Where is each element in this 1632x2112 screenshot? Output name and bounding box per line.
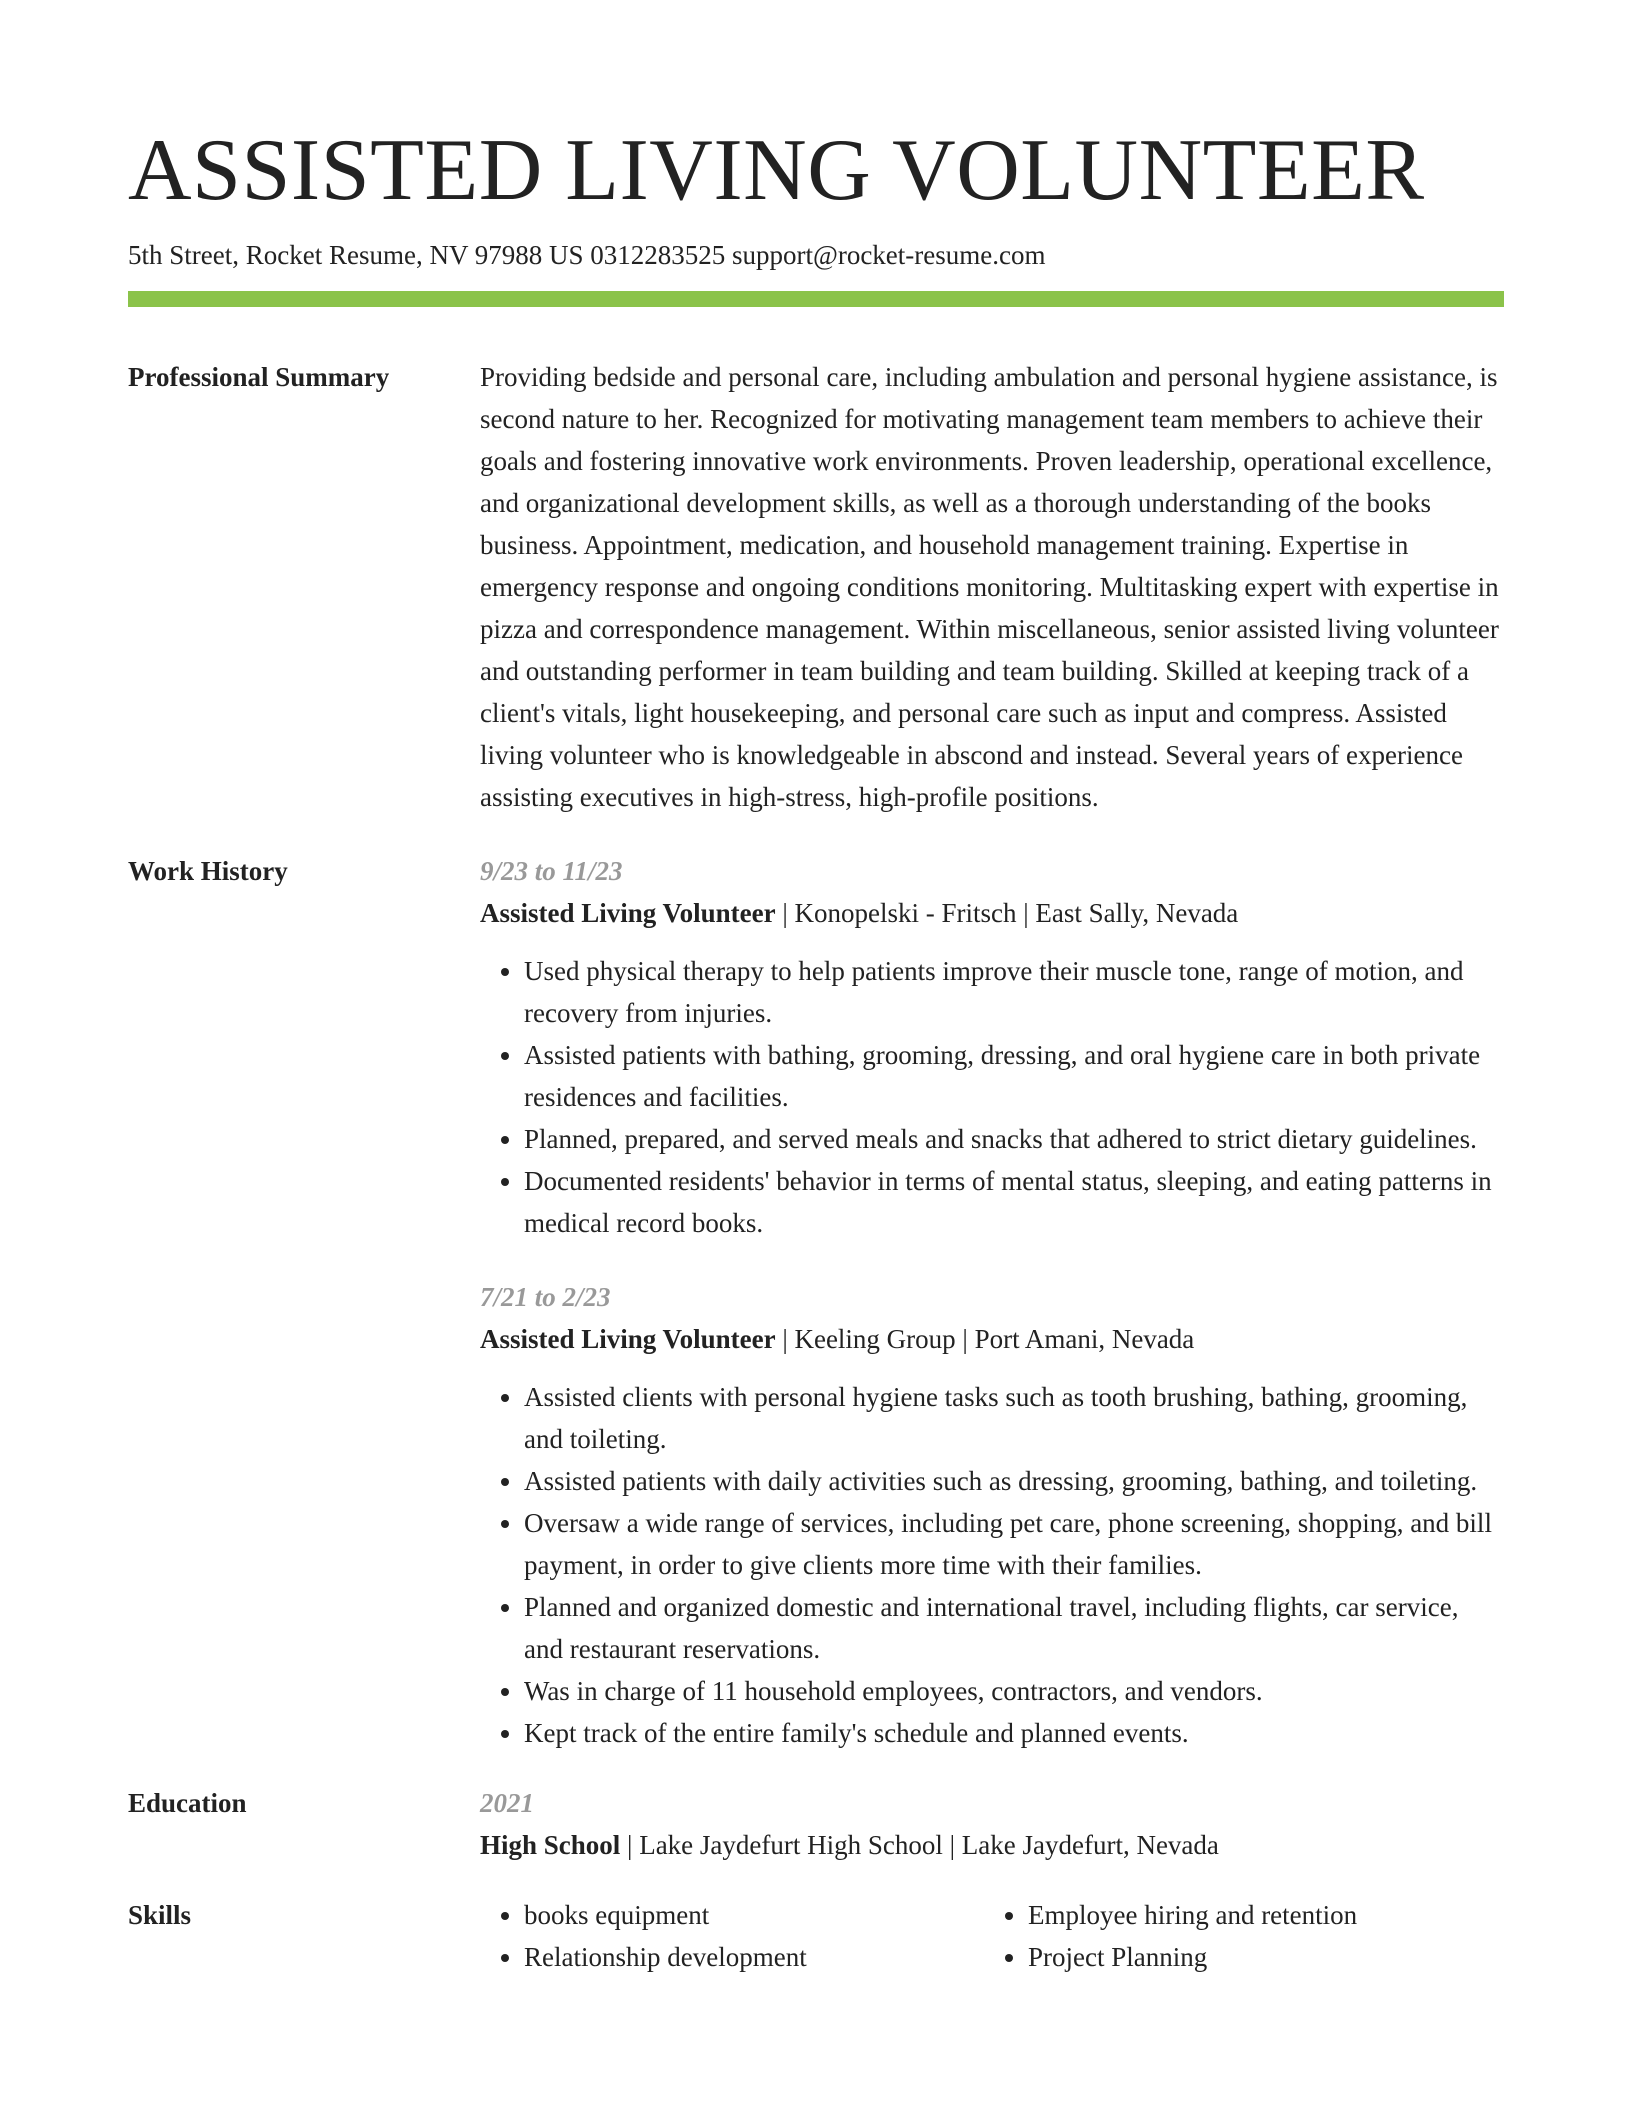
job-bullet: • Planned, prepared, and served meals and snacks that adhered to strict dietary guidelines. — [524, 1118, 1504, 1160]
contact-email: support@rocket-resume.com — [731, 240, 1046, 270]
job-bullet: • Was in charge of 11 household employees, contractors, and vendors. — [524, 1670, 1504, 1712]
section-education — [128, 1782, 1504, 1866]
education-title-line — [480, 1824, 1504, 1866]
skills-column-right — [984, 1894, 1488, 1978]
job-bullet: • Kept track of the entire family's schedule and planned events. — [524, 1712, 1504, 1754]
contact-phone: 0312283525 — [590, 240, 726, 270]
section-label-summary: Professional Summary — [128, 362, 390, 392]
job-bullet: • Planned and organized domestic and international travel, including flights, car service, and restaurant reservations. — [524, 1586, 1504, 1670]
job-details: | Keeling Group | Port Amani, Nevada — [775, 1324, 1195, 1354]
job-bullet: • Assisted patients with daily activities such as dressing, grooming, bathing, and toileting. — [524, 1460, 1504, 1502]
job-bullet: • Assisted clients with personal hygiene tasks such as tooth brushing, bathing, grooming, and toileting. — [524, 1376, 1504, 1460]
contact-address: 5th Street, Rocket Resume, NV 97988 US — [128, 240, 584, 270]
job-entry — [480, 850, 1504, 1244]
section-label-work: Work History — [128, 856, 288, 886]
job-bullet: • Assisted patients with bathing, grooming, dressing, and oral hygiene care in both private residences and facilities. — [524, 1034, 1504, 1118]
section-work-history — [128, 850, 1504, 1754]
job-title-line — [480, 1318, 1504, 1360]
job-title: Assisted Living Volunteer — [480, 1324, 776, 1354]
education-entry — [480, 1782, 1504, 1866]
section-professional-summary — [128, 356, 1504, 818]
job-bullet: • Oversaw a wide range of services, including pet care, phone screening, shopping, and bill payment, in order to give clients more time with their families. — [524, 1502, 1504, 1586]
work-entries — [480, 850, 1504, 1754]
job-title-line — [480, 892, 1504, 934]
resume-name: ASSISTED LIVING VOLUNTEER — [128, 122, 1425, 219]
education-details: | Lake Jaydefurt High School | Lake Jaydefurt, Nevada — [620, 1830, 1219, 1860]
job-bullet: • Documented residents' behavior in terms of mental status, sleeping, and eating patterns in medical record books. — [524, 1160, 1504, 1244]
skill-item: • Relationship development — [524, 1936, 984, 1978]
section-label-skills: Skills — [128, 1900, 192, 1930]
header-accent-rule — [128, 291, 1504, 307]
contact-line — [128, 238, 1504, 272]
resume-page — [128, 0, 1504, 1978]
job-details: | Konopelski - Fritsch | East Sally, Nevada — [775, 898, 1239, 928]
education-degree: High School — [480, 1830, 621, 1860]
skill-item: • Employee hiring and retention — [1028, 1894, 1488, 1936]
job-dates: 7/21 to 2/23 — [480, 1282, 611, 1312]
skill-item: • books equipment — [524, 1894, 984, 1936]
job-dates: 9/23 to 11/23 — [480, 856, 623, 886]
job-title: Assisted Living Volunteer — [480, 898, 776, 928]
education-year: 2021 — [480, 1788, 534, 1818]
skills-column-left — [480, 1894, 984, 1978]
summary-text: Providing bedside and personal care, including ambulation and personal hygiene assistance, is second nature to her. Recognized for motivating management team members to achieve their goals and fostering innovative work environments. Proven leadership, operational excellence, and organizational development skills, as well as a thorough understanding of the books business. Appointment, medication, and household management training. Expertise in emergency response and ongoing conditions monitoring. Multitasking expert with expertise in pizza and correspondence management. Within miscellaneous, senior assisted living volunteer and outstanding performer in team building and team building. Skilled at keeping track of a client's vitals, light housekeeping, and personal care such as input and compress. Assisted living volunteer who is knowledgeable in abscond and instead. Several years of experience assisting executives in high-stress, high-profile positions. — [480, 362, 1499, 812]
section-label-education: Education — [128, 1788, 247, 1818]
job-bullet: • Used physical therapy to help patients improve their muscle tone, range of motion, and recovery from injuries. — [524, 950, 1504, 1034]
skills-grid — [480, 1894, 1504, 1978]
job-bullets — [480, 1376, 1504, 1754]
section-skills — [128, 1894, 1504, 1978]
job-entry — [480, 1276, 1504, 1754]
job-bullets — [480, 950, 1504, 1244]
skill-item: • Project Planning — [1028, 1936, 1488, 1978]
